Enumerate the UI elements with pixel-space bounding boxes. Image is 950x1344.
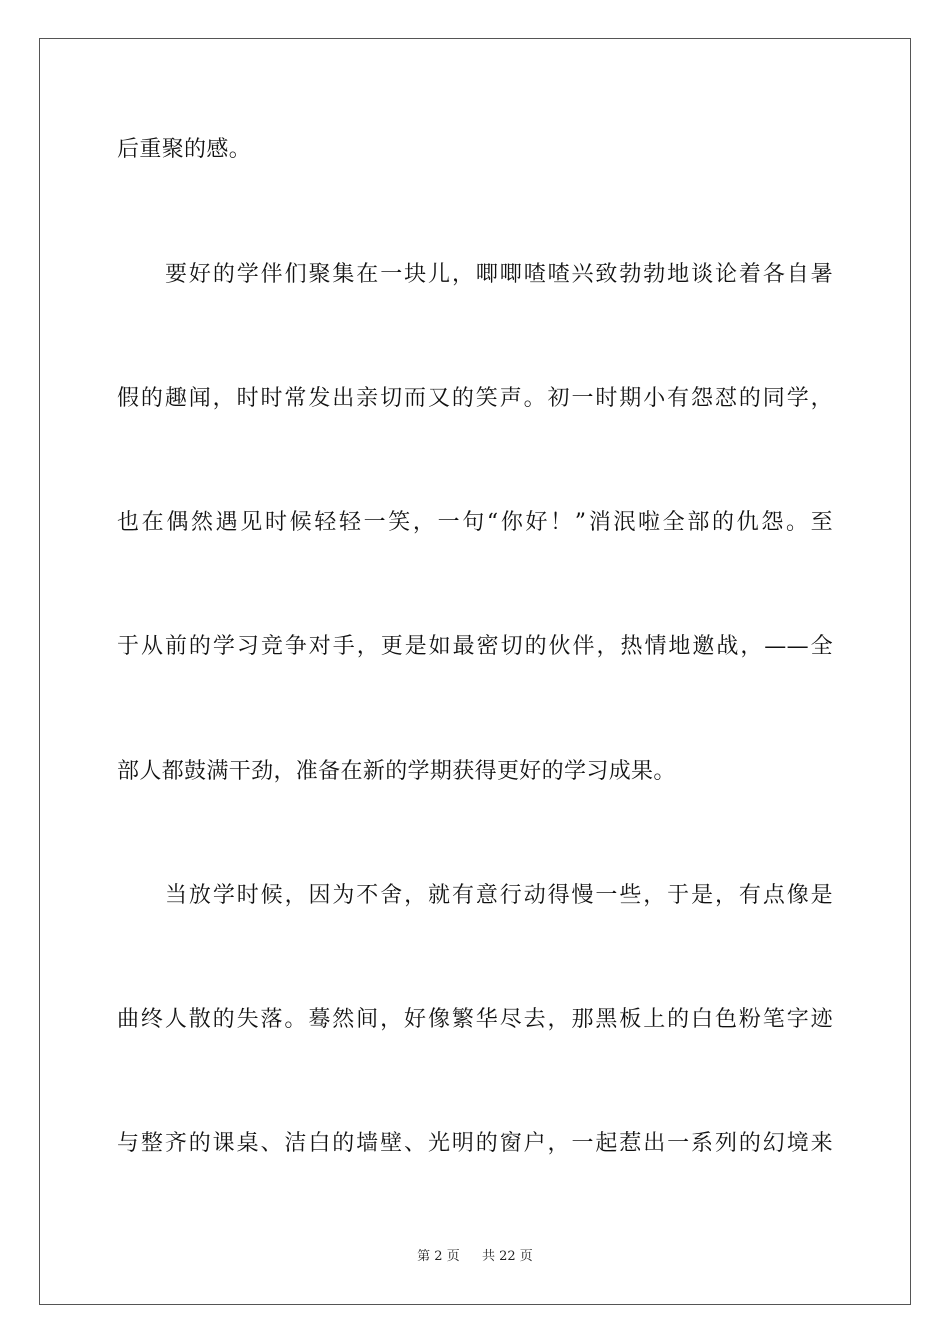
page-footer <box>0 1248 950 1266</box>
paragraph-line: 曲终人散的失落。蓦然间，好像繁华尽去，那黑板上的白色粉笔字迹 <box>117 1007 833 1032</box>
paragraph-line: 于从前的学习竞争对手，更是如最密切的伙伴，热情地邀战，——全 <box>117 634 833 659</box>
page-total: 共 22 页 <box>482 1249 533 1264</box>
page-number: 第 2 页 <box>417 1249 460 1264</box>
paragraph-line: 部人都鼓满干劲，准备在新的学期获得更好的学习成果。 <box>117 759 676 784</box>
paragraph-line: 假的趣闻，时时常发出亲切而又的笑声。初一时期小有怨怼的同学， <box>117 386 833 411</box>
paragraph-line: 要好的学伴们聚集在一块儿，唧唧喳喳兴致勃勃地谈论着各自暑 <box>165 262 833 287</box>
page-border <box>39 38 911 1305</box>
paragraph-line: 也在偶然遇见时候轻轻一笑，一句“你好！”消泯啦全部的仇怨。至 <box>117 510 833 535</box>
paragraph-line: 与整齐的课桌、洁白的墙壁、光明的窗户，一起惹出一系列的幻境来 <box>117 1131 833 1156</box>
paragraph-line: 当放学时候，因为不舍，就有意行动得慢一些，于是，有点像是 <box>165 883 833 908</box>
paragraph-line: 后重聚的感。 <box>117 137 252 162</box>
